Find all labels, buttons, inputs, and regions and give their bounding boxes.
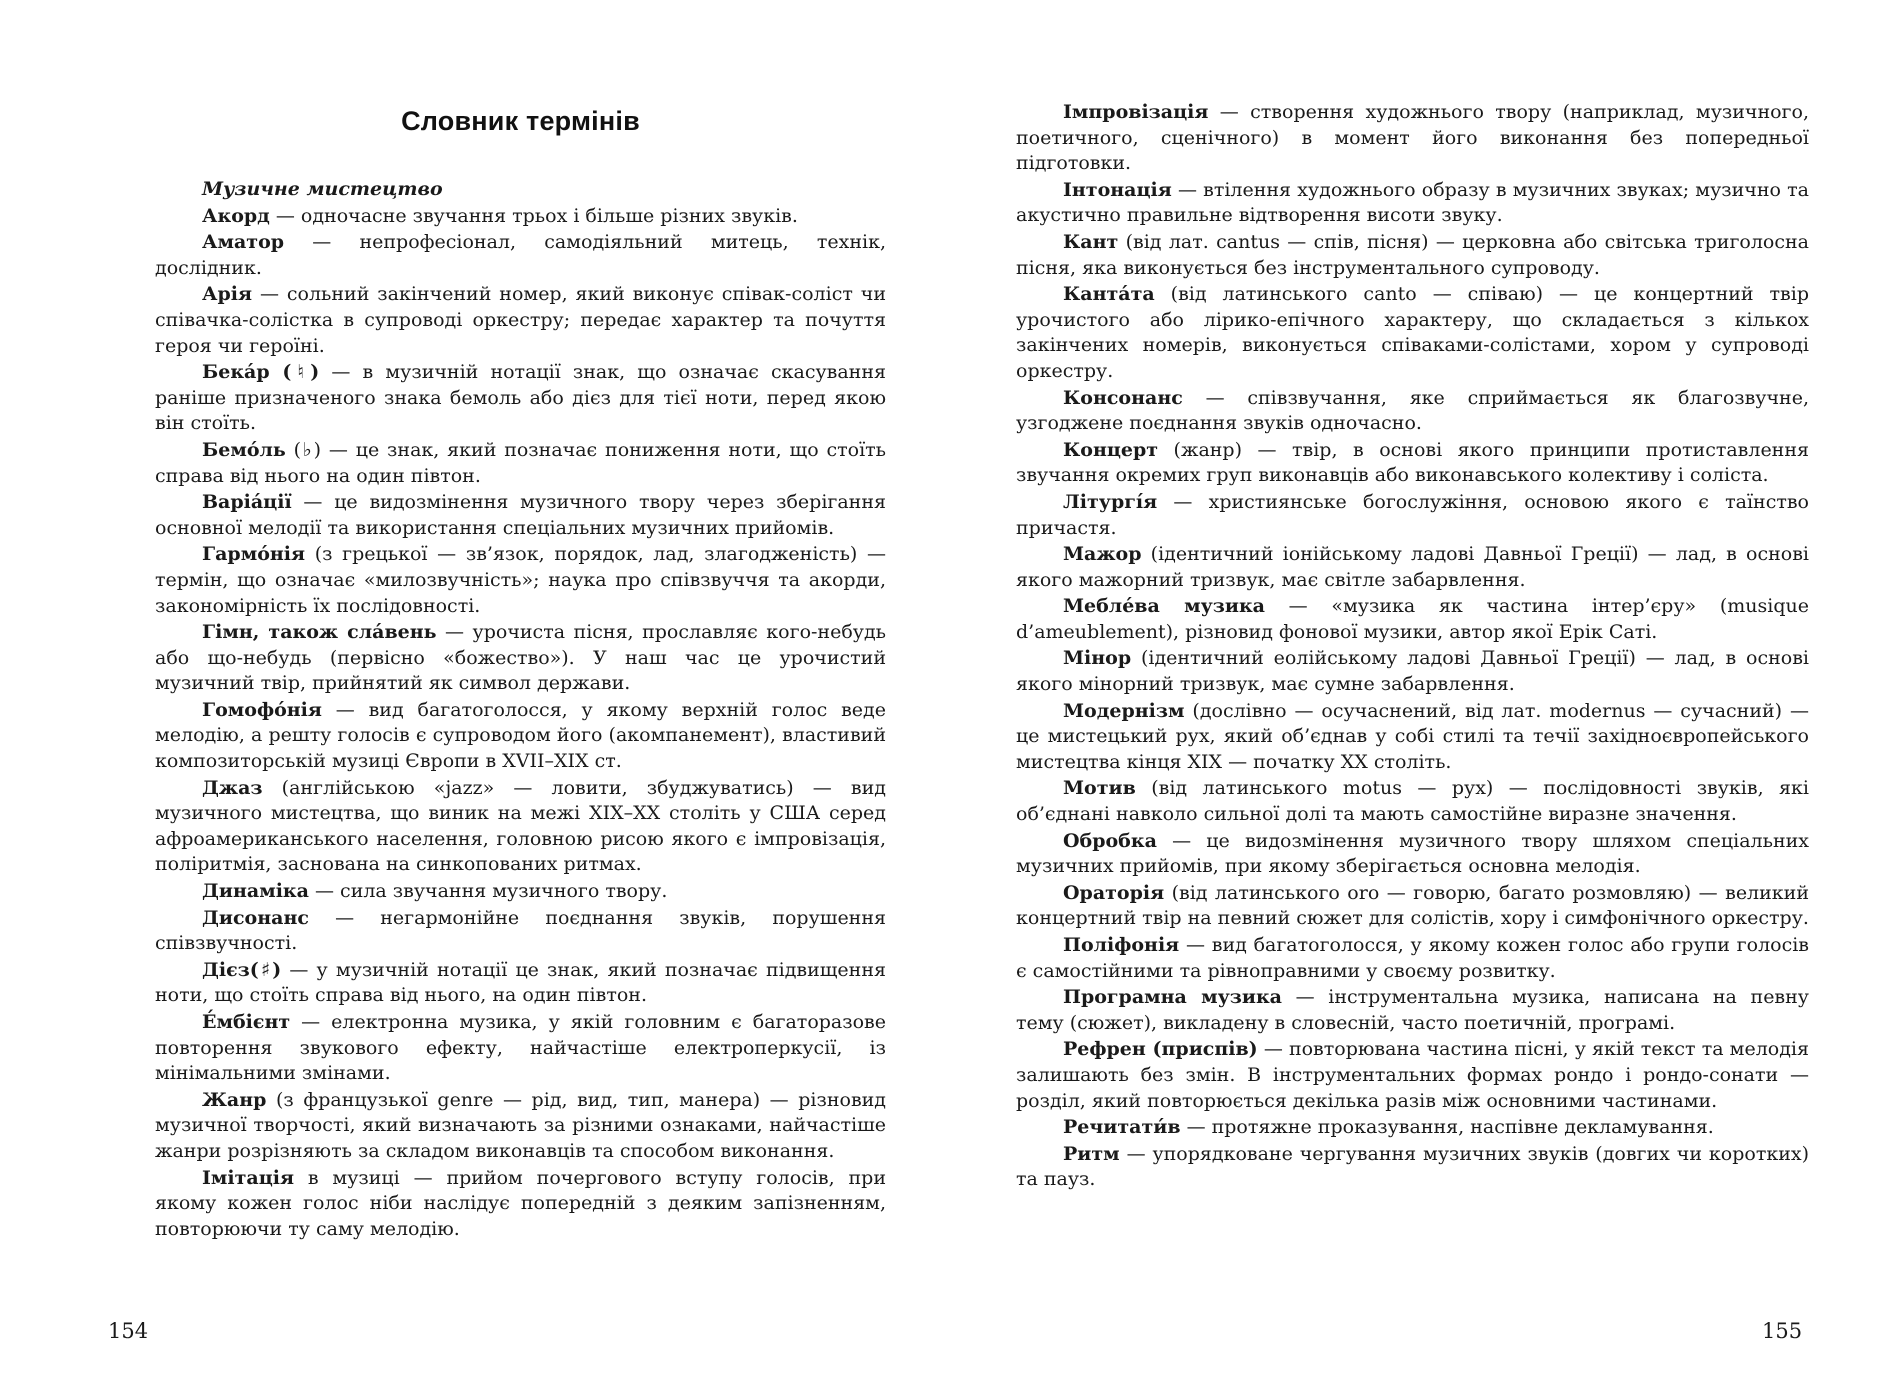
glossary-definition: (з грецької — зв’язок, порядок, лад, злагодженість) — термін, що означає «милозвучність»; наука про співзвуччя та акорди, закономірність їх послідовності.: [155, 543, 886, 617]
glossary-term: Бемо́ль: [202, 438, 286, 461]
glossary-definition: (ідентичний еолійському ладові Давньої Греції) — лад, в основі якого мінорний тризвук, має сумне забарвлення.: [1016, 647, 1809, 696]
glossary-definition: (від лат. cantus — спів, пісня) — церковна або світська триголосна пісня, яка виконується без інструментального супроводу.: [1016, 230, 1809, 279]
glossary-term: Мебле́ва музика: [1063, 595, 1265, 618]
glossary-entry: [155, 879, 886, 905]
right-column: [1016, 100, 1809, 1194]
glossary-term: Мінор: [1063, 647, 1132, 670]
glossary-entry: [1016, 646, 1809, 697]
glossary-definition: (з французької genre — рід, вид, тип, манера) — різновид музичної творчості, який визначають за різними ознаками, найчастіше жанри розрізняють за складом виконавців та способом виконання.: [155, 1088, 886, 1162]
glossary-term: Дисонанс: [202, 906, 309, 929]
glossary-entry: [1016, 282, 1809, 384]
glossary-entry: [1016, 985, 1809, 1036]
glossary-entry: [155, 204, 886, 230]
glossary-definition: — втілення художнього образу в музичних звуках; музично та акустично правильне відтворення висоти звуку.: [1016, 178, 1809, 227]
glossary-entry: [1016, 438, 1809, 489]
glossary-term: Імпровізація: [1063, 101, 1209, 123]
glossary-definition: (дослівно — осучаснений, від лат. modernus — сучасний) — це мистецький рух, який об’єднав у собі стилі та течії західноєвропейського мистецтва кінця XIX — початку XX століть.: [1016, 699, 1809, 773]
glossary-entry: [1016, 594, 1809, 645]
glossary-entry: [155, 438, 886, 489]
glossary-definition: — сольний закінчений номер, який виконує співак-соліст чи співачка-солістка в супроводі оркестру; передає характер та почуття героя чи героїні.: [155, 283, 886, 357]
glossary-entry: [155, 1166, 886, 1243]
glossary-term: Концерт: [1063, 438, 1159, 461]
glossary-term: Поліфонія: [1063, 934, 1180, 956]
glossary-entry: [1016, 230, 1809, 281]
glossary-definition: (♭) — це знак, який позначає пониження ноти, що стоїть справа від нього на один півтон.: [155, 438, 886, 487]
glossary-definition: — непрофесіонал, самодіяльний митець, технік, дослідник.: [155, 231, 886, 279]
glossary-term: Літургі́я: [1063, 490, 1158, 513]
glossary-term: Ритм: [1063, 1142, 1120, 1165]
glossary-term: Е́мбієнт: [202, 1011, 291, 1033]
glossary-entry: [155, 230, 886, 281]
glossary-entry: [1016, 386, 1809, 437]
glossary-definition: — повторювана частина пісні, у якій текст та мелодія залишають без змін. В інструментальних формах рондо і рондо-сонати — розділ, який повторюється декілька разів між основними частинами.: [1016, 1038, 1809, 1112]
glossary-term: Джаз: [202, 776, 263, 799]
right-page: [952, 0, 1904, 1400]
glossary-entry: [1016, 829, 1809, 880]
glossary-term: Імітація: [202, 1166, 294, 1189]
glossary-definition: — це видозмінення музичного твору через зберігання основної мелодії та використання спеціальних музичних прийомів.: [155, 491, 886, 539]
glossary-definition: (від латинського canto — співаю) — це концертний твір урочистого або лірико-епічного характеру, що складається з кількох закінчених номерів, виконується співаками-солістами, хором у супроводі оркестру.: [1016, 283, 1809, 382]
glossary-term: Акорд: [202, 204, 270, 227]
glossary-definition: — упорядковане чергування музичних звуків (довгих чи коротких) та пауз.: [1016, 1142, 1809, 1191]
glossary-term: Дієз(♯): [202, 958, 282, 981]
glossary-term: Гармо́нія: [202, 543, 306, 566]
glossary-entry: [1016, 933, 1809, 984]
left-entries: [155, 204, 886, 1243]
glossary-entry: [155, 958, 886, 1009]
glossary-entry: [1016, 1115, 1809, 1141]
glossary-term: Мажор: [1063, 543, 1142, 566]
glossary-term: Ораторія: [1063, 881, 1165, 904]
glossary-definition: — християнське богослужіння, основою якого є таїнство причастя.: [1016, 490, 1809, 539]
glossary-term: Мотив: [1063, 777, 1136, 800]
glossary-entry: [1016, 1037, 1809, 1114]
glossary-term: Бека́р (♮): [202, 361, 320, 384]
glossary-entry: [155, 542, 886, 619]
glossary-term: Програмна музика: [1063, 986, 1282, 1009]
glossary-definition: (від латинського motus — рух) — послідовності звуків, які об’єднані навколо сильної долі та мають самостійне виразне значення.: [1016, 777, 1809, 826]
glossary-definition: — електронна музика, у якій головним є багаторазове повторення звукового ефекту, найчастіше електроперкусії, із мінімальними змінами.: [155, 1011, 886, 1085]
glossary-entry: [1016, 542, 1809, 593]
glossary-definition: в музиці — прийом почергового вступу голосів, при якому кожен голос ніби наслідує попередній з деяким запізненням, повторюючи ту саму мелодію.: [155, 1166, 886, 1240]
glossary-entry: [155, 620, 886, 697]
glossary-term: Аматор: [202, 231, 285, 254]
glossary-definition: — вид багатоголосся, у якому кожен голос або групи голосів є самостійними та рівноправними у своєму розвитку.: [1016, 934, 1809, 982]
glossary-definition: — урочиста пісня, прославляє кого-небудь або що-небудь (первісно «божество»). У наш час це урочистий музичний твір, прийнятий як символ держави.: [155, 621, 886, 695]
glossary-definition: — негармонійне поєднання звуків, порушення співзвучності.: [155, 906, 886, 955]
glossary-definition: — створення художнього твору (наприклад, музичного, поетичного, сценічного) в момент його виконання без попередньої підготовки.: [1016, 101, 1809, 175]
glossary-term: Консонанс: [1063, 386, 1183, 409]
glossary-definition: (англійською «jazz» — ловити, збуджуватись) — вид музичного мистецтва, що виник на межі XIX–XX століть у США серед афроамериканського населення, головною рисою якого є імпровізація, поліритмія, заснована на синкопованих ритмах.: [155, 776, 886, 876]
glossary-entry: [155, 906, 886, 957]
glossary-entry: [155, 360, 886, 437]
glossary-term: Модернізм: [1063, 699, 1185, 722]
glossary-term: Речитати́в: [1063, 1116, 1181, 1139]
page-title: Словник термінів: [401, 106, 640, 136]
glossary-term: Жанр: [202, 1088, 267, 1111]
glossary-term: Канта́та: [1063, 283, 1155, 306]
glossary-entry: [1016, 699, 1809, 776]
glossary-term: Варіа́ції: [202, 491, 292, 514]
glossary-term: Рефрен (приспів): [1063, 1038, 1258, 1061]
glossary-definition: (від латинського oro — говорю, багато розмовляю) — великий концертний твір на певний сюжет для солістів, хору і симфонічного оркестру.: [1016, 881, 1809, 930]
page-number-right: 155: [1762, 1319, 1803, 1343]
glossary-entry: [1016, 490, 1809, 541]
section-heading-wrap: [155, 177, 886, 203]
glossary-term: Гомофо́нія: [202, 698, 322, 721]
section-heading: Музичне мистецтво: [202, 178, 443, 200]
glossary-definition: — співзвучання, яке сприймається як благозвучне, узгоджене поєднання звуків одночасно.: [1016, 386, 1809, 435]
glossary-term: Кант: [1063, 230, 1119, 253]
glossary-definition: — інструментальна музика, написана на певну тему (сюжет), викладену в словесній, часто поетичній, програмі.: [1016, 986, 1809, 1034]
glossary-entry: [155, 1010, 886, 1087]
glossary-entry: [1016, 1142, 1809, 1193]
glossary-definition: (ідентичний іонійському ладові Давньої Греції) — лад, в основі якого мажорний тризвук, має світле забарвлення.: [1016, 543, 1809, 591]
left-column: [155, 100, 886, 1243]
glossary-entry: [1016, 776, 1809, 827]
glossary-entry: [1016, 881, 1809, 932]
glossary-term: Гімн, також сла́вень: [202, 621, 437, 644]
glossary-definition: — одночасне звучання трьох і більше різних звуків.: [269, 204, 798, 227]
glossary-entry: [155, 282, 886, 359]
right-entries: [1016, 100, 1809, 1193]
glossary-entry: [155, 1088, 886, 1165]
glossary-definition: — у музичній нотації це знак, який позначає підвищення ноти, що стоїть справа від нього, на один півтон.: [155, 958, 886, 1007]
glossary-definition: — це видозмінення музичного твору шляхом спеціальних музичних прийомів, при якому зберігається основна мелодія.: [1016, 829, 1809, 878]
glossary-term: Динаміка: [202, 880, 309, 903]
glossary-entry: [155, 490, 886, 541]
glossary-definition: — сила звучання музичного твору.: [308, 880, 668, 903]
glossary-definition: (жанр) — твір, в основі якого принципи протиставлення звучання окремих груп виконавців або виконавського колективу і соліста.: [1016, 438, 1809, 487]
glossary-definition: — в музичній нотації знак, що означає скасування раніше призначеного знака бемоль або дієз для тієї ноти, перед якою він стоїть.: [155, 361, 886, 435]
glossary-definition: — вид багатоголосся, у якому верхній голос веде мелодію, а решту голосів є супроводом його (акомпанемент), властивий композиторській музиці Європи в XVII–XIX ст.: [155, 698, 886, 773]
glossary-term: Арія: [202, 283, 253, 306]
glossary-entry: [1016, 178, 1809, 229]
glossary-definition: — протяжне проказування, наспівне декламування.: [1180, 1116, 1714, 1139]
glossary-entry: [1016, 100, 1809, 177]
glossary-definition: — «музика як частина інтер’єру» (musique d’ameublement), різновид фонової музики, автор якої Ерік Саті.: [1016, 595, 1809, 643]
glossary-term: Інтонація: [1063, 178, 1172, 201]
glossary-entry: [155, 698, 886, 775]
glossary-entry: [155, 776, 886, 878]
page-number-left: 154: [108, 1319, 149, 1343]
glossary-term: Обробка: [1063, 829, 1157, 852]
